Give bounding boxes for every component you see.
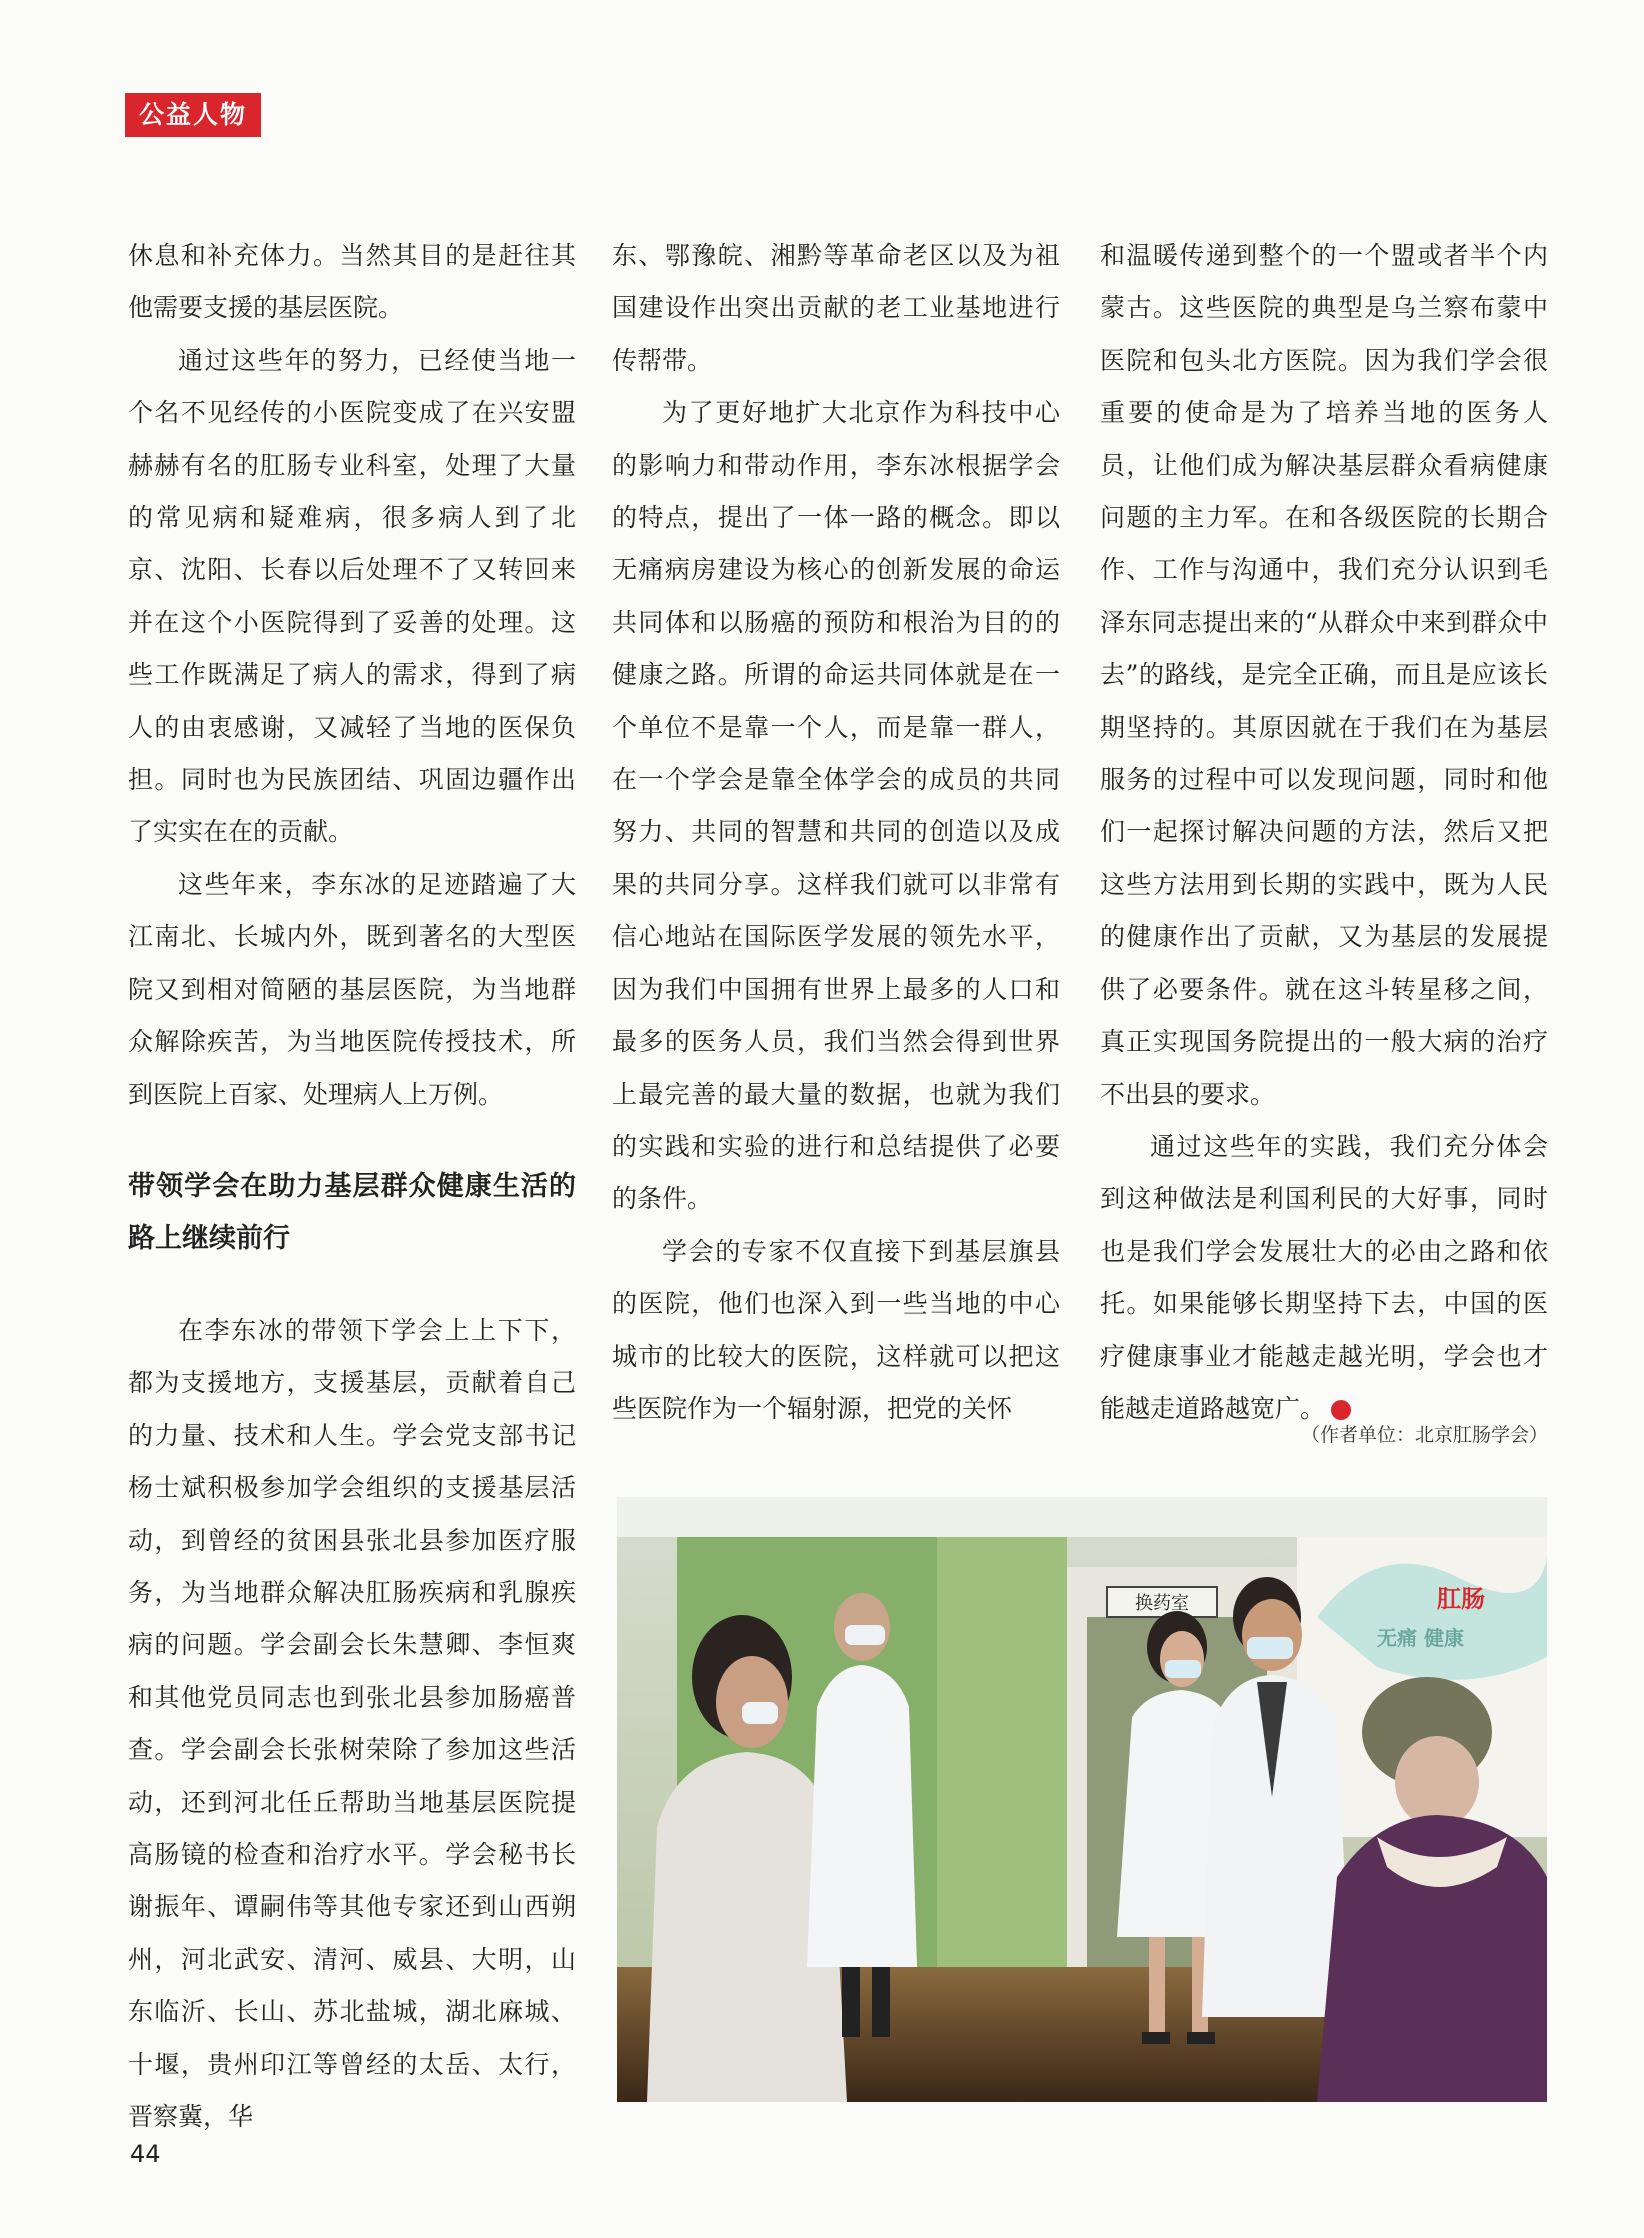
paragraph: 东、鄂豫皖、湘黔等革命老区以及为祖国建设作出突出贡献的老工业基地进行传帮带。 xyxy=(612,241,1060,375)
paragraph: 为了更好地扩大北京作为科技中心的影响力和带动作用，李东冰根据学会的特点，提出了一体一路的概念。即以无痛病房建设为核心的创新发展的命运共同体和以肠癌的预防和根治为目的的健康之路。所谓的命运共同体就是在一个单位不是靠一个人，而是靠一群人，在一个学会是靠全体学会的成员的共同努力、共同的智慧和共同的创造以及成果的共同分享。这样我们就可以非常有信心地站在国际医学发展的领先水平，因为我们中国拥有世界上最多的人口和最多的医务人员，我们当然会得到世界上最完善的最大量的数据，也就为我们的实践和实验的进行和总结提供了必要的条件。 xyxy=(612,398,1060,1214)
wall-slogan-2: 无痛 健康 xyxy=(1377,1626,1464,1650)
end-of-article-icon xyxy=(1331,1400,1351,1420)
door-sign-text: 换药室 xyxy=(1135,1593,1189,1614)
paragraph: 学会的专家不仅直接下到基层旗县的医院，他们也深入到一些当地的中心城市的比较大的医院，这样就可以把这些医院作为一个辐射源，把党的关怀 xyxy=(612,1236,1060,1423)
article-photo xyxy=(617,1497,1547,2102)
article-column-3 xyxy=(1100,230,1548,1435)
final-paragraph-text: 通过这些年的实践，我们充分体会到这种做法是利国利民的大好事，同时也是我们学会发展壮大的必由之路和依托。如果能够长期坚持下去，中国的医疗健康事业才能越走越光明，学会也才能越走道路越宽广。 xyxy=(1100,1131,1548,1423)
paragraph: 和温暖传递到整个的一个盟或者半个内蒙古。这些医院的典型是乌兰察布蒙中医院和包头北方医院。因为我们学会很重要的使命是为了培养当地的医务人员，让他们成为解决基层群众看病健康问题的主力军。在和各级医院的长期合作、工作与沟通中，我们充分认识到毛泽东同志提出来的“从群众中来到群众中去”的路线，是完全正确，而且是应该长期坚持的。其原因就在于我们在为基层服务的过程中可以发现问题，同时和他们一起探讨解决问题的方法，然后又把这些方法用到长期的实践中，既为人民的健康作出了贡献，又为基层的发展提供了必要条件。就在这斗转星移之间，真正实现国务院提出的一般大病的治疗不出县的要求。 xyxy=(1100,241,1548,1109)
section-subheading: 带领学会在助力基层群众健康生活的路上继续前行 xyxy=(128,1170,576,1254)
section-tag: 公益人物 xyxy=(125,93,261,137)
paragraph: 休息和补充体力。当然其目的是赶往其他需要支援的基层医院。 xyxy=(128,241,576,323)
wall-slogan-1: 肛肠 xyxy=(1437,1585,1485,1613)
paragraph: 在李东冰的带领下学会上上下下，都为支援地方，支援基层，贡献着自己的力量、技术和人生。学会党支部书记杨士斌积极参加学会组织的支援基层活动，到曾经的贫困县张北县参加医疗服务，为当地群众解决肛肠疾病和乳腺疾病的问题。学会副会长朱慧卿、李恒爽和其他党员同志也到张北县参加肠癌普查。学会副会长张树荣除了参加这些活动，还到河北任丘帮助当地基层医院提高肠镜的检查和治疗水平。学会秘书长谢振年、谭嗣伟等其他专家还到山西朔州，河北武安、清河、威县、大明，山东临沂、长山、苏北盐城，湖北麻城、十堰，贵州印江等曾经的太岳、太行，晋察冀，华 xyxy=(128,1315,576,2131)
paragraph: 通过这些年的努力，已经使当地一个名不见经传的小医院变成了在兴安盟赫赫有名的肛肠专业科室，处理了大量的常见病和疑难病，很多病人到了北京、沈阳、长春以后处理不了又转回来并在这个小医院得到了妥善的处理。这些工作既满足了病人的需求，得到了病人的由衷感谢，又减轻了当地的医保负担。同时也为民族团结、巩固边疆作出了实实在在的贡献。 xyxy=(128,345,576,847)
page-number: 44 xyxy=(130,2140,161,2168)
paragraph: 这些年来，李东冰的足迹踏遍了大江南北、长城内外，既到著名的大型医院又到相对简陋的基层医院，为当地群众解除疾苦，为当地医院传授技术，所到医院上百家、处理病人上万例。 xyxy=(128,869,576,1109)
hospital-corridor-photo xyxy=(617,1497,1547,2102)
article-column-1 xyxy=(128,230,576,2143)
article-column-2 xyxy=(612,230,1060,1435)
author-affiliation: （作者单位：北京肛肠学会） xyxy=(1300,1424,1548,1446)
paragraph xyxy=(1100,1121,1548,1435)
